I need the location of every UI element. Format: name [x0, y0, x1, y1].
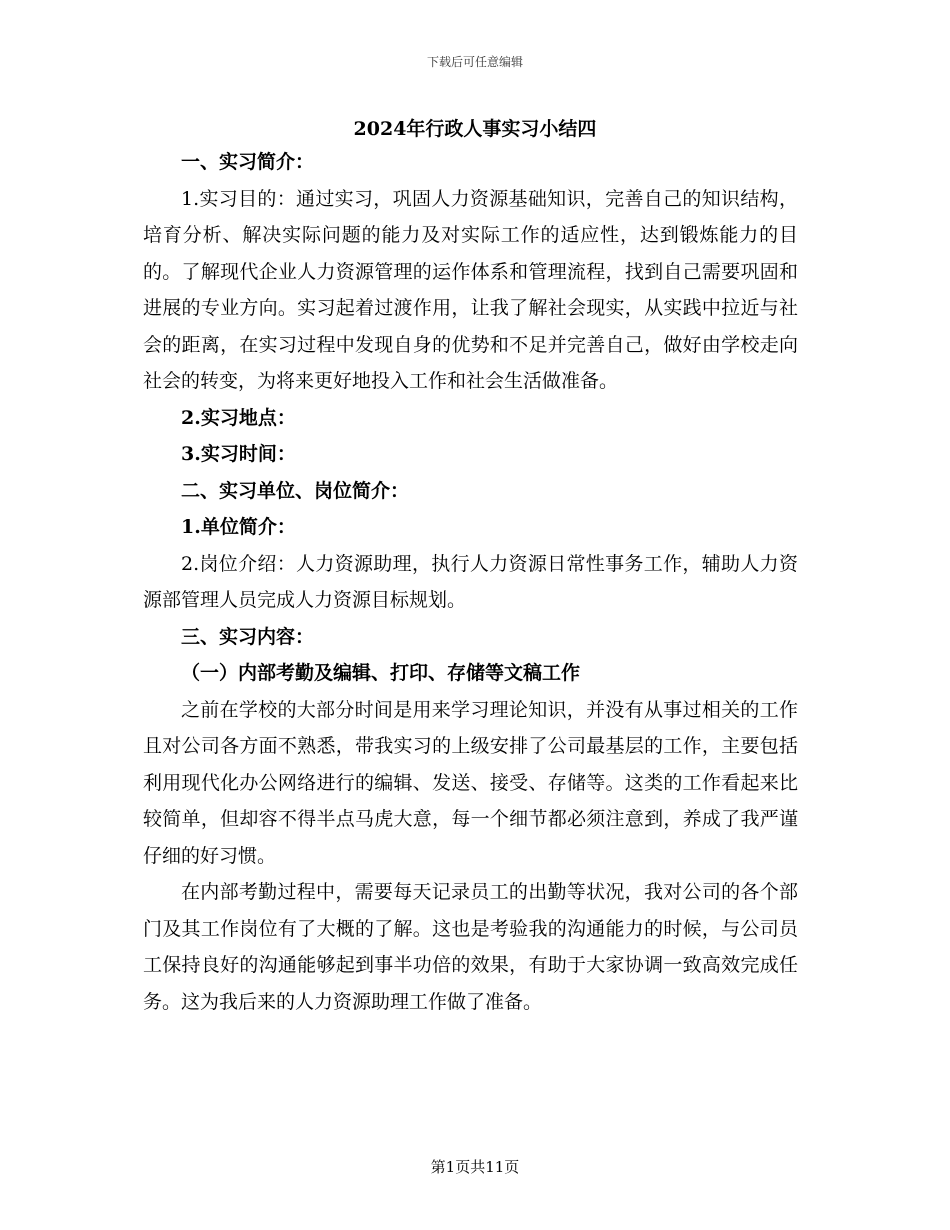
document-body	[143, 144, 798, 1020]
paragraph-purpose: 1.实习目的：通过实习，巩固人力资源基础知识，完善自己的知识结构，培育分析、解决实际问题的能力及对实际工作的适应性，达到锻炼能力的目的。了解现代企业人力资源管理的运作体系和管理流程，找到自己需要巩固和进展的专业方向。实习起着过渡作用，让我了解社会现实，从实践中拉近与社会的距离，在实习过程中发现自身的优势和不足并完善自己，做好由学校走向社会的转变，为将来更好地投入工作和社会生活做准备。	[143, 187, 798, 392]
subsection-heading-attendance: （一）内部考勤及编辑、打印、存储等文稿工作	[181, 662, 581, 684]
document-title: 2024年行政人事实习小结四	[353, 118, 597, 140]
item-unit-intro: 1.单位简介：	[181, 516, 296, 538]
paragraph-school-to-work: 之前在学校的大部分时间是用来学习理论知识，并没有从事过相关的工作且对公司各方面不熟悉，带我实习的上级安排了公司最基层的工作，主要包括利用现代化办公网络进行的编辑、发送、接受、存储等。这类的工作看起来比较简单，但却容不得半点马虎大意，每一个细节都必须注意到，养成了我严谨仔细的好习惯。	[143, 698, 798, 867]
header-note: 下载后可任意编辑	[426, 55, 523, 69]
section-heading-unit: 二、实习单位、岗位简介：	[181, 479, 410, 502]
section-heading-content: 三、实习内容：	[181, 625, 315, 648]
item-location: 2.实习地点：	[181, 406, 296, 429]
paragraph-position: 2.岗位介绍：人力资源助理，执行人力资源日常性事务工作，辅助人力资源部管理人员完成人力资源目标规划。	[143, 552, 798, 611]
section-heading-intro: 一、实习简介：	[181, 151, 315, 173]
page-footer: 第1页共11页	[430, 1158, 520, 1176]
item-time: 3.实习时间：	[181, 443, 296, 465]
paragraph-attendance: 在内部考勤过程中，需要每天记录员工的出勤等状况，我对公司的各个部门及其工作岗位有了大概的了解。这也是考验我的沟通能力的时候，与公司员工保持良好的沟通能够起到事半功倍的效果，有助于大家协调一致高效完成任务。这为我后来的人力资源助理工作做了准备。	[143, 881, 798, 1013]
